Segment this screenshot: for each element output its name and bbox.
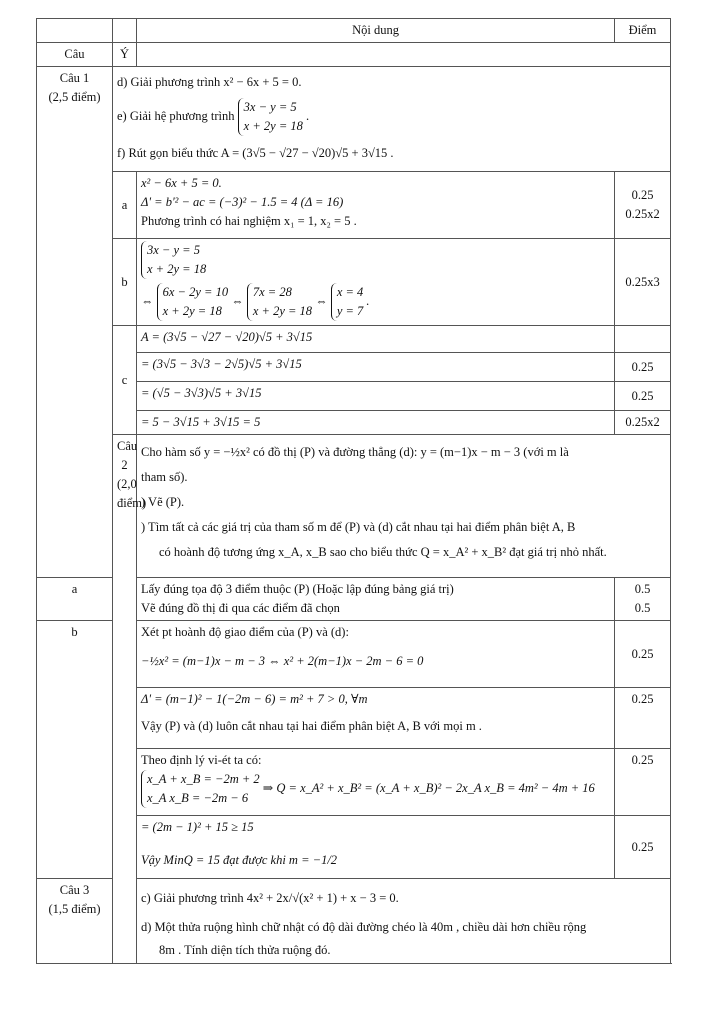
q2-b2-line1: Δ' = (m−1)² − 1(−2m − 6) = m² + 7 > 0, ∀m <box>141 692 368 706</box>
header-score: Điểm <box>615 19 671 43</box>
header-question: Câu <box>37 43 113 67</box>
q1-b-chain: ⇔ 6x − 2y = 10 x + 2y = 18 ⇔ 7x = 28 x + 2y = 18 ⇔ x = 4 y = 7 . <box>141 283 610 321</box>
q2-b3-system <box>141 770 260 808</box>
q1-c-line3: = (√5 − 3√3)√5 + 3√15 <box>137 382 615 411</box>
q1-system-e-eq2: x + 2y = 18 <box>243 119 303 133</box>
q2-a-line1: Lấy đúng tọa độ 3 điểm thuộc (P) (Hoặc lập đúng bảng giá trị) <box>141 582 454 596</box>
q1-b-chain-1: 6x − 2y = 10 <box>162 285 229 299</box>
q1-c-label: c <box>113 326 137 435</box>
q1-c-line1: A = (3√5 − √27 − √20)√5 + 3√15 <box>137 326 615 353</box>
q2-b-label: b <box>37 621 113 879</box>
q1-c-score1: 0.25 <box>615 353 671 382</box>
q3-label-cell <box>37 879 113 964</box>
q1-label: Câu 1 <box>59 71 90 85</box>
q2-label-cell <box>113 435 147 964</box>
q2-item-d: ) Tìm tất cả các giá trị của tham số m để (P) và (d) cắt nhau tại hai điểm phân biệt A, B <box>141 520 576 534</box>
q2-b3 <box>137 749 615 816</box>
q1-b-chain-4: x + 2y = 18 <box>252 304 313 318</box>
q1-c-line4: = 5 − 3√15 + 3√15 = 5 <box>137 411 615 435</box>
header-blank-3 <box>137 43 671 67</box>
q1-c-line2: = (3√5 − 3√3 − 2√5)√5 + 3√15 <box>137 353 615 382</box>
q2-b2-line2: Vậy (P) và (d) luôn cắt nhau tại hai điểm phân biệt A, B với mọi m . <box>141 719 482 733</box>
q1-b-eq1: 3x − y = 5 <box>147 243 200 257</box>
answer-table <box>36 18 671 964</box>
q1-b-sys3 <box>247 283 312 321</box>
q1-a-score1: 0.25 <box>631 188 654 202</box>
q1-a-score <box>615 172 671 239</box>
header-blank <box>37 19 113 43</box>
q2-b4 <box>137 816 615 879</box>
q1-label-cell <box>37 67 113 578</box>
q2-b1-score: 0.25 <box>615 621 671 688</box>
q3-item-d2: 8m . Tính diện tích thửa ruộng đó. <box>159 943 331 957</box>
q3-label: Câu 3 <box>59 883 90 897</box>
q1-system-e <box>238 98 303 136</box>
q2-b1-line1: Xét pt hoành độ giao điểm của (P) và (d): <box>141 625 349 639</box>
q1-b-sys4 <box>331 283 363 321</box>
q2-b3-formula <box>141 770 610 808</box>
header-part: Ý <box>113 43 137 67</box>
q1-b-content <box>137 239 615 326</box>
q2-item-c: ) Vẽ (P). <box>141 495 185 509</box>
q3-item-d: d) Một thửa ruộng hình chữ nhật có độ dài đường chéo là 40m , chiều dài hơn chiều rộng <box>141 920 587 934</box>
q2-b3-eq1: x_A + x_B = −2m + 2 <box>147 772 260 786</box>
q1-a-line2: Δ' = b'² − ac = (−3)² − 1.5 = 4 (Δ = 16) <box>141 195 344 209</box>
q1-a-line3: Phương trình có hai nghiệm x₁ = 1, x₂ = 5 . <box>141 214 357 228</box>
q2-a-score2: 0.5 <box>634 601 651 615</box>
q2-a-content <box>137 578 615 621</box>
q1-b-chain-5: x = 4 <box>336 285 364 299</box>
q2-b4-line1: = (2m − 1)² + 15 ≥ 15 <box>141 820 254 834</box>
q1-item-e-row: e) Giải hệ phương trình 3x − y = 5 x + 2y = 18 . <box>117 98 666 136</box>
q1-b-chain-6: y = 7 <box>336 304 364 318</box>
q1-b-system <box>141 241 206 279</box>
q1-b-sys2 <box>157 283 228 321</box>
q1-b-chain-2: x + 2y = 18 <box>162 304 222 318</box>
q2-intro2: tham số). <box>141 470 188 484</box>
q2-b2-score: 0.25 <box>615 688 671 749</box>
q1-points: (2,5 điểm) <box>48 90 101 104</box>
q1-c-score3: 0.25x2 <box>615 411 671 435</box>
q1-item-d: d) Giải phương trình x² − 6x + 5 = 0. <box>117 75 302 89</box>
q2-b3-q-expression: ⇒ Q = x_A² + x_B² = (x_A + x_B)² − 2x_A x_B = 4m² − 4m + 16 <box>262 780 595 795</box>
q2-label: Câu 2 <box>117 439 138 472</box>
q2-item-d2: có hoành độ tương ứng x_A, x_B sao cho biểu thức Q = x_A² + x_B² đạt giá trị nhỏ nhất. <box>159 545 607 559</box>
q2-b3-score: 0.25 <box>615 749 671 816</box>
q1-a-score2: 0.25x2 <box>625 207 660 221</box>
q1-system-e-eq1: 3x − y = 5 <box>243 100 297 114</box>
q1-b-eq2: x + 2y = 18 <box>147 262 207 276</box>
q2-b2 <box>137 688 615 749</box>
q1-b-chain-3: 7x = 28 <box>252 285 292 299</box>
q2-b3-eq2: x_A x_B = −2m − 6 <box>147 791 249 805</box>
q2-points: (2,0 điểm) <box>117 477 147 510</box>
q1-a-line1: x² − 6x + 5 = 0. <box>141 176 222 190</box>
q1-item-f: f) Rút gọn biểu thức A = (3√5 − √27 − √20)√5 + 3√15 . <box>117 146 394 160</box>
q2-a-score <box>615 578 671 621</box>
q2-b1-line2: −½x² = (m−1)x − m − 3 ⇔ x² + 2(m−1)x − 2m − 6 = 0 <box>141 654 424 668</box>
q1-a-content <box>137 172 615 239</box>
q3-points: (1,5 điểm) <box>48 902 101 916</box>
q2-b4-score: 0.25 <box>615 816 671 879</box>
q2-b3-line1: Theo định lý vi-ét ta có: <box>141 753 262 767</box>
q1-c-score0 <box>615 326 671 353</box>
q1-item-e: e) Giải hệ phương trình <box>117 108 235 123</box>
q2-intro: Cho hàm số y = −½x² có đồ thị (P) và đường thẳng (d): y = (m−1)x − m − 3 (với m là <box>141 445 569 459</box>
q1-questions <box>113 67 671 172</box>
q2-b4-line2: Vậy MinQ = 15 đạt được khi m = −1/2 <box>141 853 338 867</box>
q2-a-score1: 0.5 <box>634 582 651 596</box>
q2-a-label: a <box>37 578 113 621</box>
header-blank-2 <box>113 19 137 43</box>
q2-questions <box>137 435 671 578</box>
q1-b-score: 0.25x3 <box>615 239 671 326</box>
q1-c-score2: 0.25 <box>615 382 671 411</box>
q1-b-label: b <box>113 239 137 326</box>
header-content: Nội dung <box>137 19 615 43</box>
q1-a-label: a <box>113 172 137 239</box>
q2-a-line2: Vẽ đúng đồ thị đi qua các điểm đã chọn <box>141 601 340 615</box>
q2-b1 <box>137 621 615 688</box>
q3-item-c: c) Giải phương trình 4x² + 2x/√(x² + 1) + x − 3 = 0. <box>141 891 399 905</box>
q3-questions <box>137 879 671 964</box>
